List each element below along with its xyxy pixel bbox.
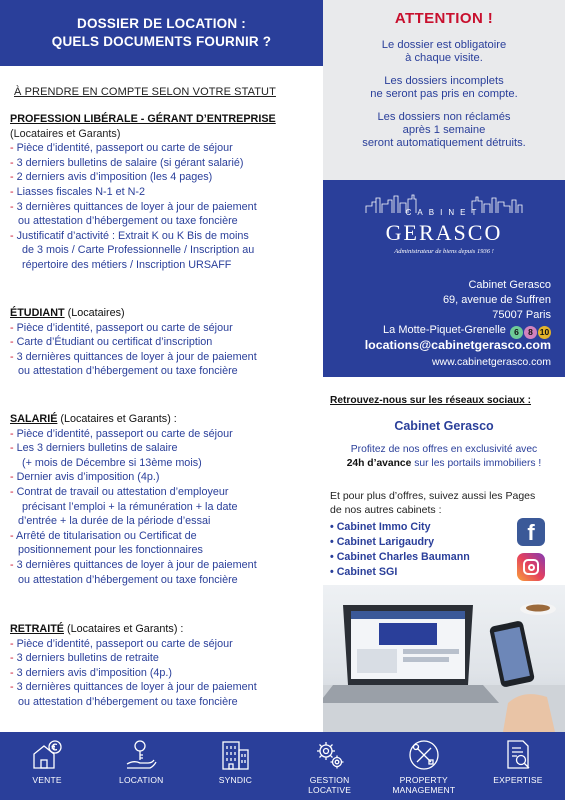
list-item-continuation: ou attestation d’hébergement ou taxe foncière	[18, 573, 238, 586]
metro-line	[383, 323, 551, 339]
logo-cabinet-text: CABINET	[405, 208, 483, 217]
list-item: - Justificatif d’activité : Extrait K ou K Bis de moins	[10, 229, 249, 242]
service-label: SYNDIC	[218, 775, 253, 785]
website-link[interactable]: www.cabinetgerasco.com	[431, 356, 551, 368]
list-item: - 3 derniers bulletins de salaire (si gérant salarié)	[10, 156, 244, 169]
tools-icon	[407, 738, 441, 772]
service-label: VENTE	[32, 775, 62, 785]
list-item: - Pièce d’identité, passeport ou carte de séjour	[10, 142, 233, 155]
list-item-continuation: précisant l’emploi + la rémunération + la date	[22, 500, 238, 513]
social-block	[323, 377, 565, 584]
building-icon	[218, 738, 252, 772]
list-item-continuation: d’entrée + la durée de la période d’essai	[18, 515, 211, 528]
attention-text-3: Les dossiers non réclamés après 1 semaine seront automatiquement détruits.	[362, 111, 526, 149]
attention-box	[323, 0, 565, 180]
metro-6-icon: 6	[510, 326, 523, 339]
footer-services	[0, 732, 565, 800]
list-item: - Les 3 derniers bulletins de salaire	[10, 442, 178, 455]
list-item-continuation: (+ mois de Décembre si 13ème mois)	[22, 456, 202, 469]
title-line-1: DOSSIER DE LOCATION :	[77, 16, 246, 31]
address-street: 69, avenue de Suffren	[442, 294, 551, 306]
service-label: LOCATION	[119, 775, 164, 785]
title-line-2: QUELS DOCUMENTS FOURNIR ?	[51, 34, 272, 49]
section-salarie	[10, 412, 318, 587]
laptop-photo	[323, 585, 565, 732]
email-link[interactable]: locations@cabinetgerasco.com	[364, 338, 551, 352]
list-item: - Arrêté de titularisation ou Certificat de	[10, 529, 197, 542]
instagram-icon[interactable]	[517, 553, 545, 581]
list-item: - 3 derniers bulletins de retraite	[10, 652, 159, 665]
logo-tagline: Administrateur de biens depuis 1936 !	[394, 248, 494, 255]
list-item: - Pièce d’identité, passeport ou carte de séjour	[10, 427, 233, 440]
statut-heading: À PRENDRE EN COMPTE SELON VOTRE STATUT	[14, 86, 276, 98]
section-liberale	[10, 112, 318, 273]
list-item: - 3 dernières quittances de loyer à jour de paiement	[10, 350, 257, 363]
list-item: - 3 derniers avis d’imposition (4p.)	[10, 666, 173, 679]
metro-8-icon: 8	[524, 326, 537, 339]
gears-icon	[313, 738, 347, 772]
page-link[interactable]: • Cabinet Larigaudry	[330, 535, 470, 550]
list-item-continuation: ou attestation d’hébergement ou taxe foncière	[18, 215, 238, 228]
brand-block	[323, 180, 565, 377]
section-retraite	[10, 622, 318, 710]
service-gestion-locative[interactable]	[283, 732, 377, 800]
list-item: - Pièce d’identité, passeport ou carte de séjour	[10, 321, 233, 334]
list-item: - Dernier avis d’imposition (4p.)	[10, 471, 160, 484]
list-item: - Pièce d’identité, passeport ou carte de séjour	[10, 637, 233, 650]
list-item: - 3 dernières quittances de loyer à jour de paiement	[10, 681, 257, 694]
list-item: - 2 derniers avis d’imposition (les 4 pages)	[10, 171, 213, 184]
section-title: SALARIÉ (Locataires et Garants) :	[10, 413, 177, 425]
attention-title: ATTENTION !	[394, 10, 494, 27]
page-link[interactable]: • Cabinet Charles Baumann	[330, 550, 470, 565]
list-item: - 3 dernières quittances de loyer à jour de paiement	[10, 558, 257, 571]
address-name: Cabinet Gerasco	[468, 279, 551, 291]
service-label: PROPERTY MANAGEMENT	[392, 775, 456, 795]
document-search-icon	[501, 738, 535, 772]
list-item-continuation: répertoire des métiers / Inscription URSAFF	[22, 258, 232, 271]
list-item-continuation: ou attestation d’hébergement ou taxe foncière	[18, 365, 238, 378]
metro-station: La Motte-Piquet-Grenelle	[383, 324, 506, 336]
house-euro-icon	[30, 738, 64, 772]
section-title: PROFESSION LIBÉRALE - GÉRANT D’ENTREPRISE	[10, 113, 276, 125]
address-city: 75007 Paris	[492, 309, 551, 321]
section-etudiant	[10, 306, 318, 379]
section-title: RETRAITÉ (Locataires et Garants) :	[10, 623, 184, 635]
attention-text-2: Les dossiers incomplets ne seront pas pris en compte.	[370, 75, 518, 100]
service-label: GESTION LOCATIVE	[308, 775, 352, 795]
promo-text: Profitez de nos offres en exclusivité avec 24h d’avance sur les portails immobiliers !	[346, 444, 542, 469]
social-cabinet-name: Cabinet Gerasco	[394, 419, 494, 433]
service-vente[interactable]	[0, 732, 94, 800]
other-pages-text: Et pour plus d’offres, suivez aussi les Pages de nos autres cabinets :	[330, 490, 536, 516]
section-subtitle: (Locataires et Garants)	[10, 127, 121, 140]
metro-10-icon: 10	[539, 327, 550, 337]
service-property-management[interactable]	[377, 732, 471, 800]
service-location[interactable]	[94, 732, 188, 800]
section-title: ÉTUDIANT (Locataires)	[10, 307, 125, 319]
list-item-continuation: positionnement pour les fonctionnaires	[18, 544, 203, 557]
pages-list	[330, 520, 470, 580]
logo-name: GERASCO	[385, 220, 503, 245]
list-item-continuation: de 3 mois / Carte Professionnelle / Inscription au	[22, 244, 255, 257]
address	[383, 278, 551, 339]
list-item: - Contrat de travail ou attestation d’employeur	[10, 485, 229, 498]
service-expertise[interactable]	[471, 732, 565, 800]
service-syndic[interactable]	[188, 732, 282, 800]
page-link[interactable]: • Cabinet SGI	[330, 565, 470, 580]
facebook-icon[interactable]: f	[517, 518, 545, 546]
page-link[interactable]: • Cabinet Immo City	[330, 520, 470, 535]
social-title: Retrouvez-nous sur les réseaux sociaux :	[330, 395, 531, 406]
list-item: - 3 dernières quittances de loyer à jour de paiement	[10, 200, 257, 213]
page-title	[0, 0, 323, 66]
list-item-continuation: ou attestation d’hébergement ou taxe foncière	[18, 695, 238, 708]
list-item: - Carte d’Étudiant ou certificat d’inscription	[10, 336, 213, 349]
attention-text-1: Le dossier est obligatoire à chaque visite.	[381, 39, 507, 64]
right-column	[323, 0, 565, 732]
list-item: - Liasses fiscales N-1 et N-2	[10, 185, 146, 198]
service-label: EXPERTISE	[493, 775, 543, 785]
key-hand-icon	[124, 738, 158, 772]
